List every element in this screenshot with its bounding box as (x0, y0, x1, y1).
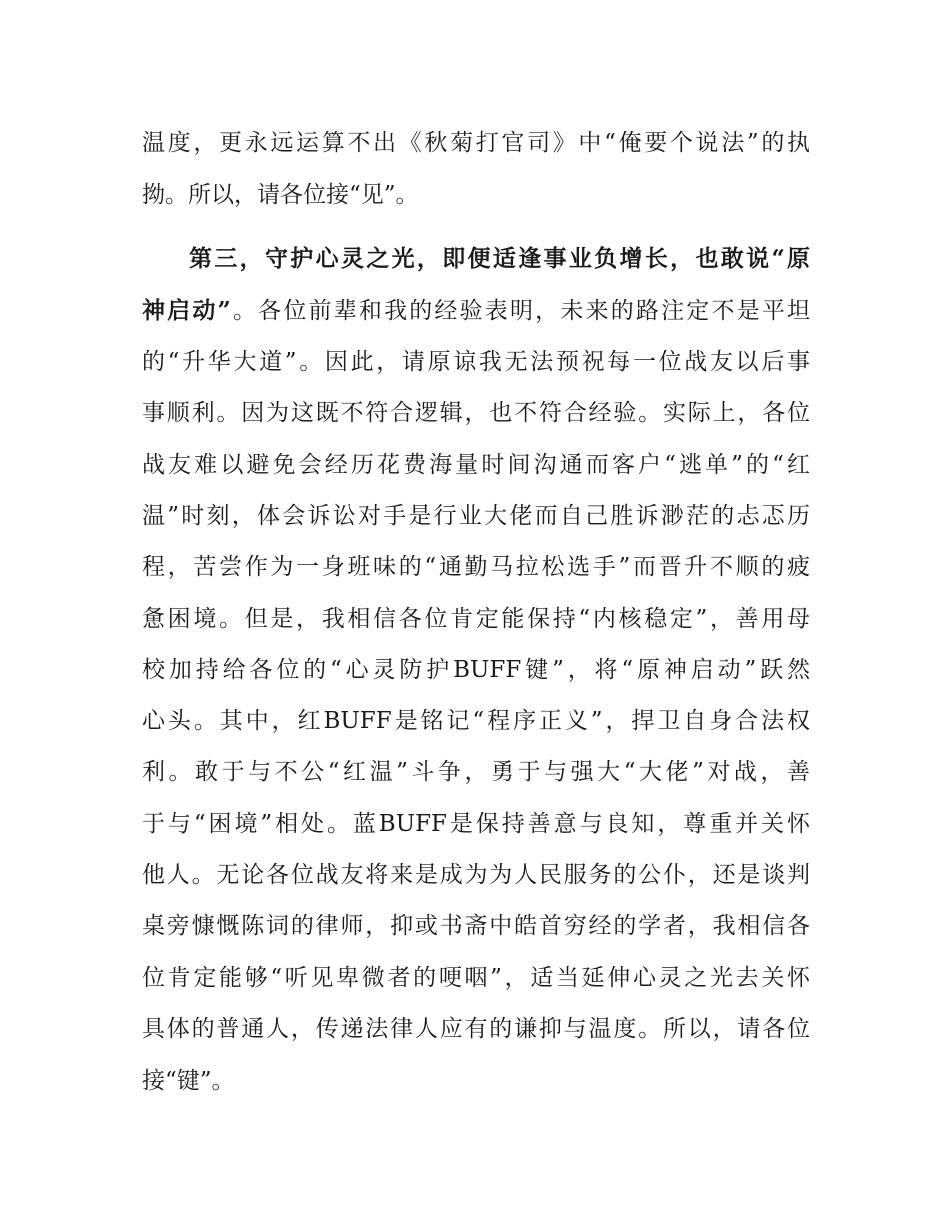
text-line: 拗。所以，请各位接“见”。 (142, 182, 419, 208)
text-line (142, 296, 810, 326)
text-line: 的“升华大道”。因此，请原谅我无法预祝每一位战友以后事 (142, 349, 810, 375)
text-line: 具体的普通人，传递法律人应有的谦抑与温度。所以，请各位 (142, 1016, 810, 1042)
paragraph-heading-tail: 神启动” (142, 297, 231, 324)
text-line: 他人。无论各位战友将来是成为为人民服务的公仆，还是谈判 (142, 862, 810, 888)
text-line: 心头。其中，红BUFF是铭记“程序正义”，捍卫自身合法权 (142, 708, 810, 734)
paragraph-heading: 第三，守护心灵之光，即便适逢事业负增长，也敢说“原 (189, 245, 810, 272)
text-line: 桌旁慷慨陈词的律师，抑或书斋中皓首穷经的学者，我相信各 (142, 913, 810, 939)
text-line: 程，苦尝作为一身班味的“通勤马拉松选手”而晋升不顺的疲 (142, 554, 810, 580)
text-line: 利。敢于与不公“红温”斗争，勇于与强大“大佬”对战，善 (142, 759, 810, 785)
text-line: 位肯定能够“听见卑微者的哽咽”，适当延伸心灵之光去关怀 (142, 965, 810, 991)
text-line: 战友难以避免会经历花费海量时间沟通而客户“逃单”的“红 (142, 452, 810, 478)
text-segment: 。各位前辈和我的经验表明，未来的路注定不是平坦 (230, 298, 810, 324)
text-line: 温度，更永远运算不出《秋菊打官司》中“俺要个说法”的执 (142, 130, 810, 156)
text-line: 校加持给各位的“心灵防护BUFF键”，将“原神启动”跃然 (142, 657, 810, 683)
text-line: 事顺利。因为这既不符合逻辑，也不符合经验。实际上，各位 (142, 400, 810, 426)
text-line: 温”时刻，体会诉讼对手是行业大佬而自己胜诉渺茫的忐忑历 (142, 503, 810, 529)
text-line: 于与“困境”相处。蓝BUFF是保持善意与良知，尊重并关怀 (142, 811, 810, 837)
text-line: 接“键”。 (142, 1068, 235, 1094)
text-line: 惫困境。但是，我相信各位肯定能保持“内核稳定”，善用母 (142, 606, 810, 632)
